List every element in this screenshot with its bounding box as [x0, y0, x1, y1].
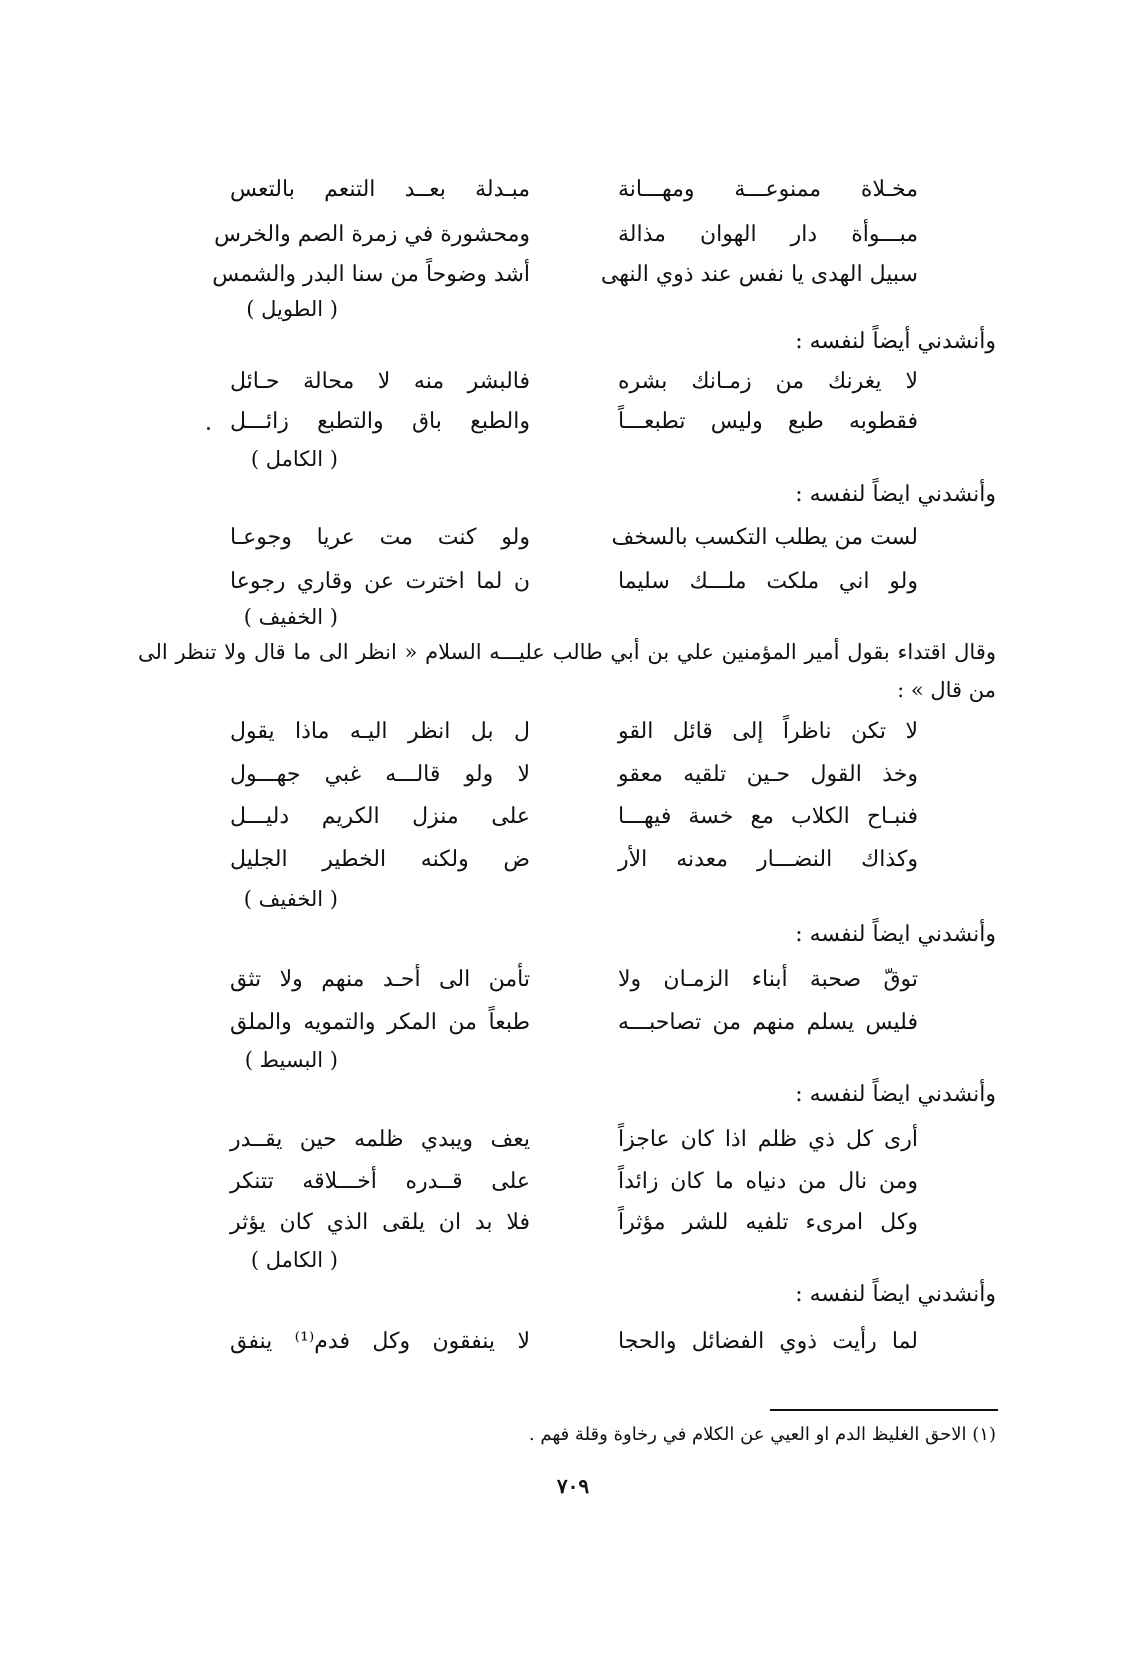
- verse-first-hemistich: وكذاك النضـــار معدنه الأر: [618, 847, 918, 872]
- poem-intro: وأنشدني أيضاً لنفسه :: [795, 329, 996, 354]
- verse-first-hemistich: ولو اني ملكت ملـــك سليما: [618, 569, 918, 594]
- verse-line: [230, 362, 918, 402]
- meter-label: ( الخفيف ): [243, 605, 338, 629]
- verse-line: [230, 1322, 918, 1362]
- verse-line: [230, 170, 918, 210]
- verse-line: [230, 1120, 918, 1160]
- verse-line: [230, 755, 918, 795]
- meter-label: ( الكامل ): [250, 1248, 338, 1272]
- verse-line: [230, 1162, 918, 1202]
- verse-second-hemistich: أشد وضوحاً من سنا البدر والشمس: [212, 262, 530, 287]
- poem-intro: وأنشدني ايضاً لنفسه :: [795, 922, 996, 947]
- verse-second-hemistich: على قــدره أخـــلاقه تتنكر: [230, 1169, 530, 1194]
- footnote-separator: [770, 1409, 998, 1411]
- verse-second-hemistich: والطبع باق والتطبع زائـــل: [230, 409, 530, 434]
- verse-first-hemistich: لا يغرنك من زمـانك بشره: [618, 369, 918, 394]
- verse-first-hemistich: أرى كل ذي ظلم اذا كان عاجزاً: [618, 1127, 918, 1152]
- verse-line: [214, 215, 918, 255]
- meter-label: ( البسيط ): [244, 1048, 338, 1072]
- verse-second-hemistich: طبعاً من المكر والتمويه والملق: [230, 1010, 530, 1035]
- verse-second-hemistich: على منزل الكريم دليـــل: [230, 804, 530, 829]
- poem-intro: وأنشدني ايضاً لنفسه :: [795, 1082, 996, 1107]
- verse-first-hemistich: مبـــوأة دار الهوان مذالة: [618, 222, 918, 247]
- verse-second-hemistich: مبـدلة بعــد التنعم بالتعس: [230, 177, 530, 202]
- verse-first-hemistich: لما رأيت ذوي الفضائل والحجا: [618, 1329, 918, 1354]
- verse-first-hemistich: توقّ صحبة أبناء الزمـان ولا: [618, 967, 918, 992]
- verse-second-hemistich: فالبشر منه لا محالة حـائل: [230, 369, 530, 394]
- meter-label: ( الخفيف ): [243, 887, 338, 911]
- verse-line: [212, 255, 918, 295]
- verse-second-hemistich: يعف ويبدي ظلمه حين يقــدر: [230, 1127, 530, 1152]
- meter-label: ( الطويل ): [246, 297, 338, 321]
- verse-line: [230, 1203, 918, 1243]
- verse-second-hemistich: ض ولكنه الخطير الجليل: [230, 847, 530, 872]
- verse-line: [230, 797, 918, 837]
- meter-label: ( الكامل ): [250, 447, 338, 471]
- verse-second-hemistich: ومحشورة في زمرة الصم والخرس: [214, 222, 530, 247]
- verse-second-hemistich: ن لما اخترت عن وقاري رجوعا: [230, 569, 530, 594]
- verse-line: [230, 562, 918, 602]
- page-number: ٧٠٩: [556, 1474, 590, 1498]
- ink-speck: [207, 427, 210, 430]
- verse-first-hemistich: ومن نال من دنياه ما كان زائداً: [618, 1169, 918, 1194]
- verse-second-hemistich: تأمن الى أحـد منهم ولا تثق: [230, 967, 530, 992]
- verse-second-hemistich: فلا بد ان يلقى الذي كان يؤثر: [230, 1210, 530, 1235]
- verse-first-hemistich: لست من يطلب التكسب بالسخف: [611, 525, 918, 550]
- verse-first-hemistich: فنبـاح الكلاب مع خسة فيهـــا: [618, 804, 918, 829]
- verse-second-hemistich: لا ولو قالـــه غبي جهـــول: [230, 762, 530, 787]
- verse-second-hemistich: ل بل انظر اليـه ماذا يقول: [230, 719, 530, 744]
- verse-line: [230, 1003, 918, 1043]
- verse-second-hemistich: لا ينفقون وكل فدم⁽¹⁾ ينفق: [230, 1329, 530, 1354]
- prose-paragraph: وقال اقتداء بقول أمير المؤمنين علي بن أبي طالب عليـــه السلام « انظر الى ما قال ولا تنظر الى من قال » :: [138, 640, 996, 702]
- verse-first-hemistich: فليس يسلم منهم من تصاحبـــه: [618, 1010, 918, 1035]
- verse-first-hemistich: مخـلاة ممنوعـــة ومهـــانة: [618, 177, 918, 202]
- footnote: (١) الاحق الغليظ الدم او العيي عن الكلام في رخاوة وقلة فهم .: [528, 1424, 996, 1445]
- verse-first-hemistich: سبيل الهدى يا نفس عند ذوي النهى: [600, 262, 918, 287]
- verse-first-hemistich: لا تكن ناظراً إلى قائل القو: [618, 719, 918, 744]
- verse-first-hemistich: وكل امرىء تلفيه للشر مؤثراً: [618, 1210, 918, 1235]
- verse-first-hemistich: وخذ القول حـين تلقيه معقو: [618, 762, 918, 787]
- verse-first-hemistich: فقطوبه طبع وليس تطبعـــاً: [618, 409, 918, 434]
- poem-intro: وأنشدني ايضاً لنفسه :: [795, 1282, 996, 1307]
- verse-second-hemistich: ولو كنت مت عريا وجوعـا: [230, 525, 530, 550]
- verse-line: [230, 960, 918, 1000]
- verse-line: [230, 840, 918, 880]
- verse-line: [230, 712, 918, 752]
- verse-line: [230, 518, 918, 558]
- verse-line: [230, 402, 918, 442]
- poem-intro: وأنشدني ايضاً لنفسه :: [795, 482, 996, 507]
